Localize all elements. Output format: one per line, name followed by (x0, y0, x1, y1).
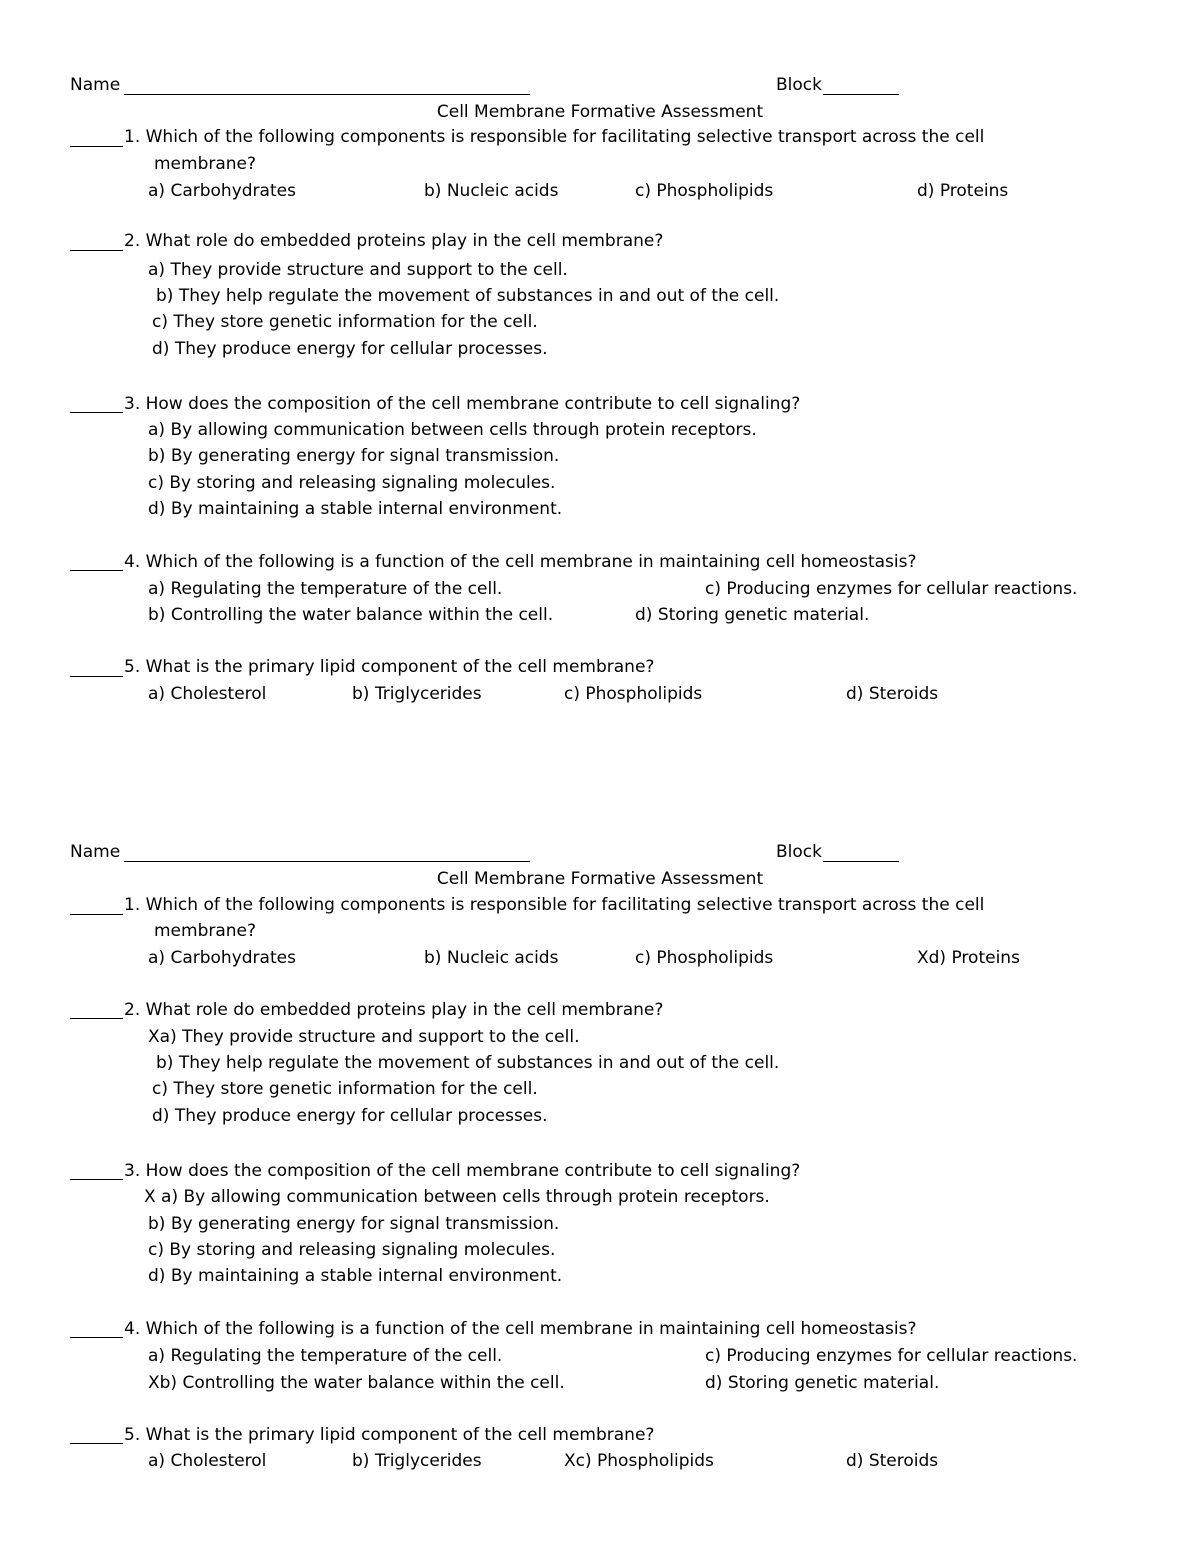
q1-option-d: d) Proteins (917, 181, 1009, 201)
question-3: 3. How does the composition of the cell membrane contribute to cell signaling? (124, 394, 801, 414)
q2-option-c: c) They store genetic information for the cell. (152, 312, 538, 332)
q5-option-a: a) Cholesterol (148, 1451, 267, 1471)
question-3: 3. How does the composition of the cell membrane contribute to cell signaling? (124, 1161, 801, 1181)
q5-option-c: c) Phospholipids (564, 684, 703, 704)
question-5: 5. What is the primary lipid component of the cell membrane? (124, 657, 655, 677)
q4-option-c: c) Producing enzymes for cellular reactions. (705, 1346, 1078, 1366)
q5-option-c: Xc) Phospholipids (564, 1451, 714, 1471)
q1-option-b: b) Nucleic acids (424, 181, 559, 201)
answer-blank-q3 (70, 1179, 123, 1180)
q4-option-d: d) Storing genetic material. (635, 605, 870, 625)
q2-option-a: a) They provide structure and support to the cell. (148, 260, 568, 280)
q2-option-b: b) They help regulate the movement of substances in and out of the cell. (156, 1053, 780, 1073)
answer-blank-q1 (70, 914, 123, 915)
q3-option-d: d) By maintaining a stable internal environment. (148, 499, 563, 519)
q3-option-c: c) By storing and releasing signaling molecules. (148, 473, 556, 493)
q3-option-b: b) By generating energy for signal transmission. (148, 1214, 560, 1234)
q4-option-b: b) Controlling the water balance within the cell. (148, 605, 554, 625)
question-4: 4. Which of the following is a function of the cell membrane in maintaining cell homeostasis? (124, 1319, 917, 1339)
q2-option-a: Xa) They provide structure and support to the cell. (148, 1027, 580, 1047)
q2-option-c: c) They store genetic information for the cell. (152, 1079, 538, 1099)
q1-option-d: Xd) Proteins (917, 948, 1020, 968)
question-2: 2. What role do embedded proteins play in the cell membrane? (124, 1000, 664, 1020)
q1-option-a: a) Carbohydrates (148, 948, 296, 968)
q1-option-b: b) Nucleic acids (424, 948, 559, 968)
answer-blank-q5 (70, 676, 123, 677)
answer-blank-q4 (70, 1337, 123, 1338)
question-1-continued: membrane? (154, 154, 257, 174)
q5-option-b: b) Triglycerides (352, 1451, 482, 1471)
block-blank (823, 94, 899, 95)
block-blank (823, 861, 899, 862)
q5-option-b: b) Triglycerides (352, 684, 482, 704)
q2-option-d: d) They produce energy for cellular processes. (152, 339, 548, 359)
q1-option-c: c) Phospholipids (635, 948, 774, 968)
question-5: 5. What is the primary lipid component of the cell membrane? (124, 1425, 655, 1445)
name-blank (124, 861, 530, 862)
question-2: 2. What role do embedded proteins play in the cell membrane? (124, 231, 664, 251)
name-blank (124, 94, 530, 95)
block-label: Block (776, 75, 822, 95)
question-1: 1. Which of the following components is responsible for facilitating selective transport across the cell (124, 127, 985, 147)
q4-option-a: a) Regulating the temperature of the cell. (148, 1346, 503, 1366)
answer-blank-q2 (70, 250, 123, 251)
answer-blank-q4 (70, 570, 123, 571)
question-1-continued: membrane? (154, 921, 257, 941)
q4-option-c: c) Producing enzymes for cellular reactions. (705, 579, 1078, 599)
q5-option-d: d) Steroids (846, 684, 939, 704)
q1-option-a: a) Carbohydrates (148, 181, 296, 201)
worksheet-title: Cell Membrane Formative Assessment (436, 102, 764, 122)
q1-option-c: c) Phospholipids (635, 181, 774, 201)
q3-option-c: c) By storing and releasing signaling molecules. (148, 1240, 556, 1260)
q3-option-a: X a) By allowing communication between cells through protein receptors. (144, 1187, 770, 1207)
answer-blank-q5 (70, 1443, 123, 1444)
q4-option-d: d) Storing genetic material. (705, 1373, 940, 1393)
q3-option-a: a) By allowing communication between cells through protein receptors. (148, 420, 757, 440)
answer-blank-q3 (70, 412, 123, 413)
name-label: Name (70, 842, 121, 862)
name-label: Name (70, 75, 121, 95)
q2-option-b: b) They help regulate the movement of substances in and out of the cell. (156, 286, 780, 306)
q5-option-a: a) Cholesterol (148, 684, 267, 704)
question-4: 4. Which of the following is a function of the cell membrane in maintaining cell homeostasis? (124, 552, 917, 572)
q4-option-b: Xb) Controlling the water balance within the cell. (148, 1373, 565, 1393)
q2-option-d: d) They produce energy for cellular processes. (152, 1106, 548, 1126)
answer-blank-q1 (70, 146, 123, 147)
q4-option-a: a) Regulating the temperature of the cell. (148, 579, 503, 599)
q5-option-d: d) Steroids (846, 1451, 939, 1471)
block-label: Block (776, 842, 822, 862)
question-1: 1. Which of the following components is responsible for facilitating selective transport across the cell (124, 895, 985, 915)
q3-option-b: b) By generating energy for signal transmission. (148, 446, 560, 466)
q3-option-d: d) By maintaining a stable internal environment. (148, 1266, 563, 1286)
worksheet-title: Cell Membrane Formative Assessment (436, 869, 764, 889)
answer-blank-q2 (70, 1018, 123, 1019)
